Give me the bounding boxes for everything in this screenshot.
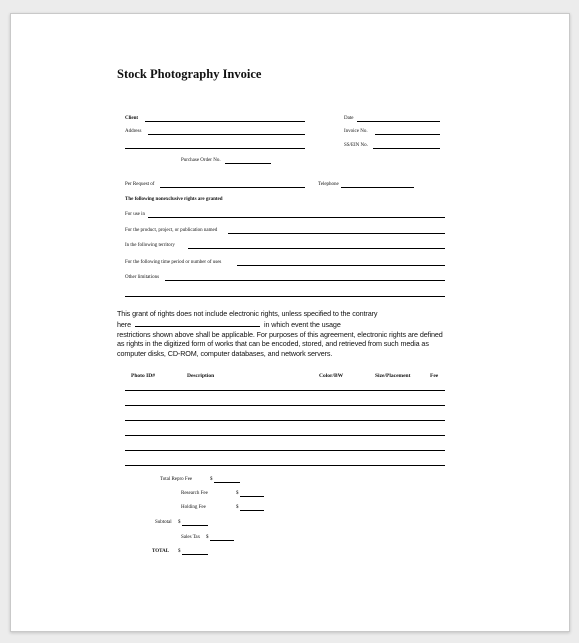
terms-line-2 [117,319,447,330]
purchase-order-field[interactable] [225,163,271,164]
date-label: Date [344,116,354,121]
sales-tax-field[interactable] [210,540,234,541]
total-field[interactable] [182,554,208,555]
address-field-2[interactable] [125,148,305,149]
table-row[interactable] [125,405,445,406]
address-label: Address [125,129,142,134]
product-label: For the product, project, or publication named [125,228,218,233]
terms-here: here [117,319,131,329]
subtotal-field[interactable] [182,525,208,526]
table-row[interactable] [125,390,445,391]
limitations-field[interactable] [165,280,445,281]
table-row[interactable] [125,420,445,421]
total-repro-fee-label: Total Repro Fee [160,477,193,482]
table-row[interactable] [125,435,445,436]
terms-usage: in which event the usage [264,319,341,329]
subtotal-label: Subtotal [155,520,172,525]
sales-tax-currency: $ [206,535,209,540]
table-row[interactable] [125,450,445,451]
product-field[interactable] [228,233,445,234]
limitations-label: Other limitations [125,275,160,280]
document-title: Stock Photography Invoice [117,67,262,81]
sales-tax-label: Sales Tax [181,535,201,540]
terms-line-1: This grant of rights does not include electronic rights, unless specified to the contrary [117,309,378,318]
date-field[interactable] [357,121,440,122]
client-field[interactable] [145,121,305,122]
total-repro-fee-field[interactable] [214,482,240,483]
col-color-bw: Color/BW [319,373,344,379]
purchase-order-label: Purchase Order No. [181,158,221,163]
territory-field[interactable] [188,248,445,249]
col-fee: Fee [430,373,439,379]
holding-fee-field[interactable] [240,510,264,511]
time-period-field[interactable] [237,265,445,266]
invoice-number-label: Invoice No. [344,129,368,134]
col-size-placement: Size/Placement [375,373,411,379]
table-row[interactable] [125,465,445,466]
ssein-label: SS/EIN No. [344,143,368,148]
per-request-field[interactable] [160,187,305,188]
telephone-field[interactable] [341,187,414,188]
limitations-field-2[interactable] [125,296,445,297]
research-fee-label: Research Fee [181,491,208,496]
total-currency: $ [178,549,181,554]
subtotal-currency: $ [178,520,181,525]
client-label: Client [125,116,139,121]
electronic-rights-terms [117,309,447,359]
holding-fee-currency: $ [236,505,239,510]
electronic-rights-field[interactable] [135,319,260,327]
for-use-in-label: For use in [125,212,145,217]
invoice-number-field[interactable] [375,134,440,135]
telephone-label: Telephone [318,182,339,187]
rights-granted-heading: The following nonexclusive rights are granted [125,197,223,202]
terms-line-3: restrictions shown above shall be applicable. For purposes of this agreement, electronic rights are defined as rights in the digitized form of works that can be encoded, stored, and retrieved from such media as computer disks, CD-ROM, computer databases, and network servers. [117,329,443,359]
col-photo-id: Photo ID# [131,373,155,379]
total-repro-fee-currency: $ [210,477,213,482]
research-fee-currency: $ [236,491,239,496]
holding-fee-label: Holding Fee [181,505,206,510]
ssein-field[interactable] [373,148,440,149]
time-period-label: For the following time period or number of uses [125,260,222,265]
for-use-in-field[interactable] [148,217,445,218]
address-field[interactable] [148,134,305,135]
per-request-label: Per Request of [125,182,155,187]
total-label: TOTAL [152,549,170,554]
territory-label: In the following territory [125,243,175,248]
research-fee-field[interactable] [240,496,264,497]
col-description: Description [187,373,215,379]
